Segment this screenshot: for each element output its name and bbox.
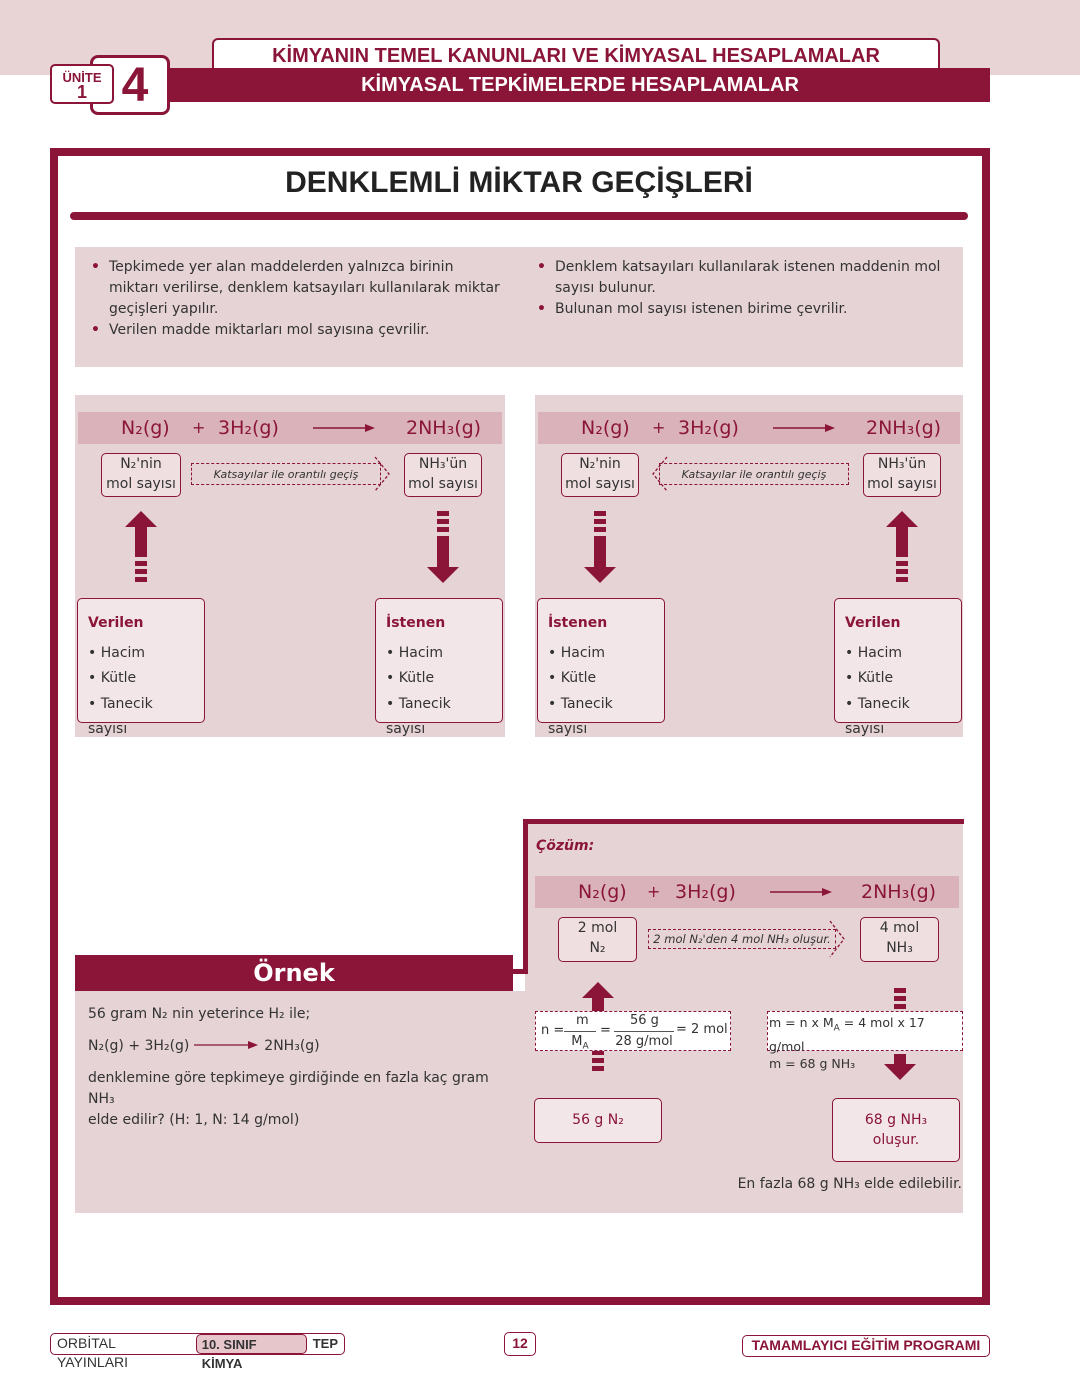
mol-formula: n = m $M_A$ = 56 g 28 g/mol = 2 mol [535, 1011, 731, 1051]
page-number: 12 [504, 1332, 536, 1356]
given-mass-box: 56 g N₂ [534, 1098, 662, 1143]
asked-box: İstenen • Hacim • Kütle • Tanecik sayısı [537, 598, 665, 723]
up-arrow-icon [886, 511, 918, 583]
conclusion: En fazla 68 g NH₃ elde edilebilir. [737, 1176, 962, 1192]
chapter-title: KİMYANIN TEMEL KANUNLARI VE KİMYASAL HESAPLAMALAR [212, 38, 940, 70]
example-question: 56 gram N₂ nin yeterince H₂ ile; N₂(g) + 3H₂(g) 2NH₃(g) denklemine göre tepkimeye girdiğinde en fazla kaç gram NH₃ elde edilir? (H: 1, N: 14 g/mol) [88, 1006, 489, 1128]
result-box: 68 g NH₃ oluşur. [832, 1098, 960, 1162]
mass-formula: m = n x $M_A = 4$ mol x 17 g/mol m = 68 g NH₃ [767, 1011, 963, 1051]
info-panel [75, 247, 963, 367]
nh3-mol-box: NH₃'ün mol sayısı [404, 453, 482, 497]
chapter-number: 4 [90, 55, 170, 115]
reaction-arrow-icon [194, 1040, 260, 1050]
list-item: • Kütle [88, 670, 137, 686]
asked-box: İstenen • Hacim • Kütle • Tanecik sayısı [375, 598, 503, 723]
reaction-arrow-icon [313, 422, 377, 434]
list-item: • Tanecik sayısı [88, 695, 153, 737]
list-item: • Hacim [386, 644, 444, 661]
equation-bar: N₂(g) + 3H₂(g) 2NH₃(g) [535, 876, 959, 908]
diagram-given-to-asked [75, 395, 505, 737]
list-item: • Hacim [548, 644, 606, 661]
n2-2mol-box: 2 mol N₂ [558, 917, 637, 962]
n2-mol-box: N₂'nin mol sayısı [561, 453, 639, 497]
given-box: Verilen • Hacim • Kütle • Tanecik sayısı [77, 598, 205, 723]
equation-bar [78, 412, 502, 444]
unit-number: 1 [76, 82, 87, 102]
down-arrow-icon [584, 511, 616, 583]
n2-mol-box: N₂'nin mol sayısı [101, 453, 181, 497]
transition-arrow-icon [373, 455, 393, 493]
eq-plus: + [192, 418, 206, 437]
reaction-arrow-icon [773, 422, 837, 434]
list-item: • Kütle [548, 670, 597, 686]
list-item: • Kütle [386, 670, 435, 686]
eq-product: 2NH₃(g) [406, 417, 482, 439]
down-arrow-icon [427, 511, 459, 583]
list-item: • Hacim [88, 644, 146, 661]
proportional-transition: Katsayılar ile orantılı geçiş [191, 463, 381, 485]
list-item: • Hacim [845, 644, 903, 661]
page-title: DENKLEMLİ MİKTAR GEÇİŞLERİ [285, 166, 753, 199]
section-title: KİMYASAL TEPKİMELERDE HESAPLAMALAR [170, 68, 990, 102]
info-item: • Verilen madde miktarları mol sayısına çevrilir. [87, 320, 507, 341]
equation-bar: N₂(g) + 3H₂(g) 2NH₃(g) [538, 412, 960, 444]
eq-reactant2: 3H₂(g) [218, 417, 279, 439]
transition-arrow-icon [828, 919, 848, 959]
mol-transition: 2 mol N₂'den 4 mol NH₃ oluşur. [648, 929, 836, 949]
diagram-asked-from-given [535, 395, 963, 737]
info-item: • Bulunan mol sayısı istenen birime çevrilir. [533, 299, 953, 320]
solution-label: Çözüm: [536, 838, 595, 854]
solution-border [523, 819, 528, 974]
given-box: Verilen • Hacim • Kütle • Tanecik sayısı [834, 598, 962, 723]
title-underline [70, 212, 968, 220]
footer-publisher: ORBİTAL YAYINLARI 10. SINIF KİMYA TEP [50, 1333, 345, 1355]
info-item: • Tepkimede yer alan maddelerden yalnızca birinin miktarı verilirse, denklem katsayıları kullanılarak miktar geçişleri yapılır. [87, 257, 507, 320]
list-item: • Kütle [845, 670, 894, 686]
reaction-arrow-icon [770, 886, 834, 898]
solution-border [512, 969, 528, 974]
unit-label: ÜNİTE [62, 70, 102, 85]
eq-reactant1: N₂(g) [121, 417, 170, 439]
nh3-mol-box: NH₃'ün mol sayısı [863, 453, 941, 497]
nh3-4mol-box: 4 mol NH₃ [860, 917, 939, 962]
list-item: • Tanecik sayısı [386, 695, 451, 737]
info-item: • Denklem katsayıları kullanılarak istenen maddenin mol sayısı bulunur. [533, 257, 953, 299]
unit-badge [50, 64, 114, 104]
example-heading: Örnek [75, 955, 513, 991]
up-arrow-icon [125, 511, 157, 583]
solution-border [523, 819, 964, 824]
footer-program: TAMAMLAYICI EĞİTİM PROGRAMI [742, 1335, 990, 1357]
list-item: • Tanecik sayısı [845, 695, 910, 737]
proportional-transition: Katsayılar ile orantılı geçiş [659, 463, 849, 485]
list-item: • Tanecik sayısı [548, 695, 613, 737]
